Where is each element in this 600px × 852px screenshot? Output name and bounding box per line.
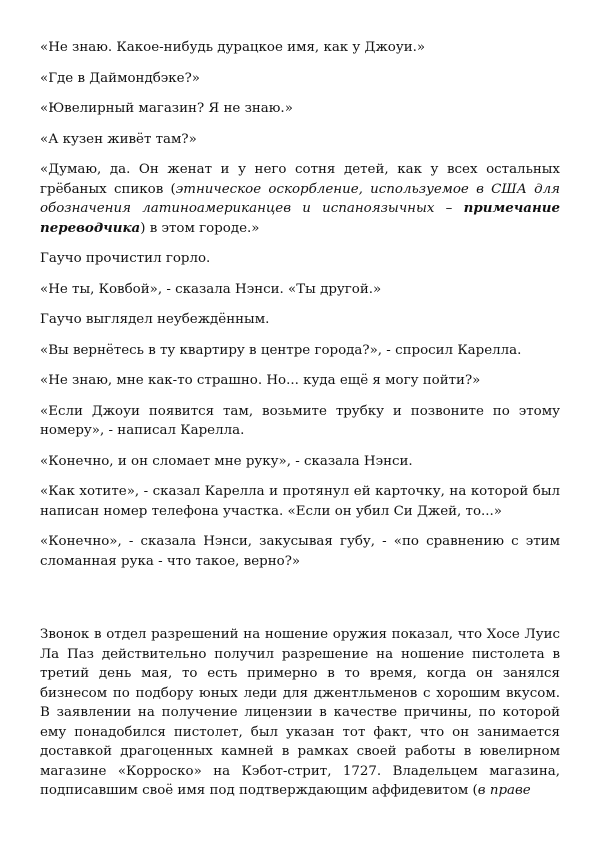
paragraph: «Как хотите», - сказал Карелла и протянул ей карточку, на которой был написан номер телефона участка. «Если он убил Си Джей, то...» xyxy=(40,484,560,519)
paragraph-text: «Думаю, да. Он женат и у него сотня детей, как у всех остальных грёбаных спиков ( xyxy=(40,162,560,197)
section-break xyxy=(40,582,560,625)
paragraph: «Вы вернётесь в ту квартиру в центре города?», - спросил Карелла. xyxy=(40,342,522,358)
paragraph-italic-text: в праве xyxy=(477,783,531,798)
paragraph-text: Звонок в отдел разрешений на ношение оружия показал, что Хосе Луис Ла Паз действительно получил разрешение на ношение пистолета в третий день мая, то есть примерно в то время, когда он занялся бизнесом по подбору юных леди для джентльменов с хорошим вкусом. В заявлении на получение лицензии в качестве причины, по которой ему понадобился пистолет, был указан тот факт, что он занимается доставкой драгоценных камней в рамках своей работы в ювелирном магазине «Корроско» на Кэбот-стрит, 1727. Владельцем магазина, подписавшим своё имя под подтверждающим аффидевитом ( xyxy=(40,627,560,798)
paragraph: «Если Джоуи появится там, возьмите трубку и позвоните по этому номеру», - написал Карелла. xyxy=(40,403,560,438)
paragraph-with-translator-note xyxy=(40,160,560,238)
paragraph-final xyxy=(40,625,560,801)
paragraph: Гаучо прочистил горло. xyxy=(40,251,211,266)
paragraph: «А кузен живёт там?» xyxy=(40,131,197,147)
translator-note-label: примечание переводчика xyxy=(40,200,560,236)
paragraph: «Где в Даймондбэке?» xyxy=(40,70,200,86)
paragraph-text: ) в этом городе.» xyxy=(140,220,260,236)
translator-note-text: этническое оскорбление, используемое в США для обозначения латиноамериканцев и испаноязычных – xyxy=(40,181,560,216)
paragraph: «Конечно, и он сломает мне руку», - сказала Нэнси. xyxy=(40,453,413,469)
paragraph: «Не знаю, мне как-то страшно. Но... куда ещё я могу пойти?» xyxy=(40,373,481,388)
paragraph: «Конечно», - сказала Нэнси, закусывая губу, - «по сравнению с этим сломанная рука - что такое, верно?» xyxy=(40,534,560,569)
paragraph: «Не знаю. Какое-нибудь дурацкое имя, как у Джоуи.» xyxy=(40,40,426,55)
paragraph: «Ювелирный магазин? Я не знаю.» xyxy=(40,101,293,116)
paragraph: Гаучо выглядел неубеждённым. xyxy=(40,312,270,327)
paragraph: «Не ты, Ковбой», - сказала Нэнси. «Ты другой.» xyxy=(40,281,382,297)
